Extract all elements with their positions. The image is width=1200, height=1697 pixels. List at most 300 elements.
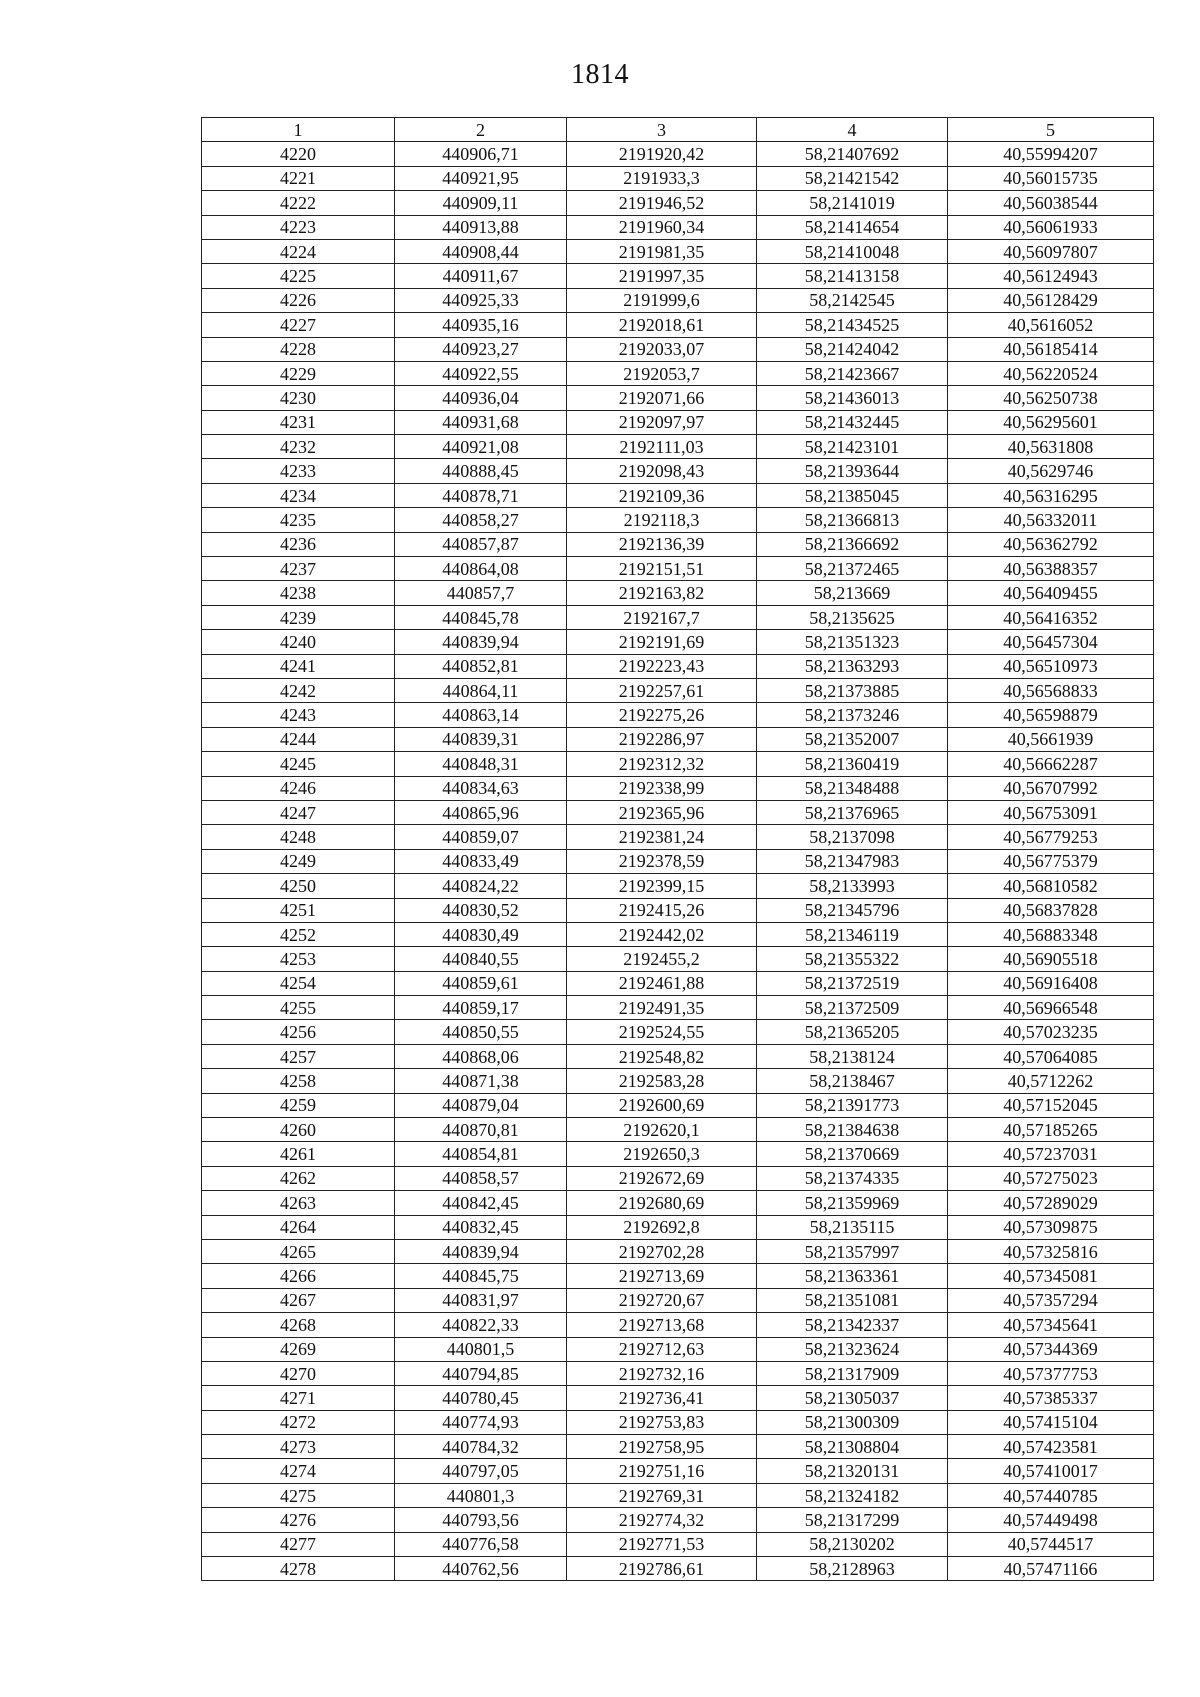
table-cell-col-4: 58,2133993 bbox=[757, 874, 948, 898]
table-cell-col-4: 58,21410048 bbox=[757, 239, 948, 263]
table-cell-col-1: 4228 bbox=[202, 337, 395, 361]
table-cell-col-3: 2192713,69 bbox=[567, 1264, 757, 1288]
table-cell-col-5: 40,57357294 bbox=[948, 1288, 1154, 1312]
table-cell-col-5: 40,56362792 bbox=[948, 532, 1154, 556]
table-cell-col-5: 40,56295601 bbox=[948, 410, 1154, 434]
table-cell-col-5: 40,55994207 bbox=[948, 142, 1154, 166]
table-row bbox=[202, 874, 1154, 898]
table-cell-col-3: 2191933,3 bbox=[567, 166, 757, 190]
table-cell-col-5: 40,57471166 bbox=[948, 1557, 1154, 1581]
table-cell-col-4: 58,21355322 bbox=[757, 947, 948, 971]
table-cell-col-1: 4236 bbox=[202, 532, 395, 556]
table-cell-col-5: 40,56837828 bbox=[948, 898, 1154, 922]
table-cell-col-3: 2192223,43 bbox=[567, 654, 757, 678]
table-cell-col-2: 440865,96 bbox=[395, 800, 567, 824]
table-row bbox=[202, 1288, 1154, 1312]
table-cell-col-5: 40,56810582 bbox=[948, 874, 1154, 898]
table-cell-col-2: 440801,3 bbox=[395, 1483, 567, 1507]
table-cell-col-1: 4265 bbox=[202, 1239, 395, 1263]
table-cell-col-1: 4269 bbox=[202, 1337, 395, 1361]
table-cell-col-4: 58,21317299 bbox=[757, 1508, 948, 1532]
table-cell-col-4: 58,21414654 bbox=[757, 215, 948, 239]
table-cell-col-3: 2192769,31 bbox=[567, 1483, 757, 1507]
table-cell-col-2: 440858,57 bbox=[395, 1166, 567, 1190]
table-cell-col-3: 2192191,69 bbox=[567, 630, 757, 654]
table-cell-col-3: 2191997,35 bbox=[567, 264, 757, 288]
table-cell-col-2: 440921,95 bbox=[395, 166, 567, 190]
table-cell-col-5: 40,56779253 bbox=[948, 825, 1154, 849]
table-cell-col-1: 4235 bbox=[202, 508, 395, 532]
table-cell-col-1: 4238 bbox=[202, 581, 395, 605]
table-cell-col-3: 2192442,02 bbox=[567, 922, 757, 946]
table-cell-col-5: 40,57345641 bbox=[948, 1313, 1154, 1337]
table-cell-col-5: 40,56124943 bbox=[948, 264, 1154, 288]
table-cell-col-2: 440822,33 bbox=[395, 1313, 567, 1337]
table-cell-col-4: 58,21373246 bbox=[757, 703, 948, 727]
table-cell-col-1: 4251 bbox=[202, 898, 395, 922]
table-cell-col-1: 4257 bbox=[202, 1044, 395, 1068]
table-cell-col-4: 58,21373885 bbox=[757, 678, 948, 702]
table-row bbox=[202, 1069, 1154, 1093]
table-cell-col-2: 440830,52 bbox=[395, 898, 567, 922]
table-row bbox=[202, 215, 1154, 239]
table-row bbox=[202, 825, 1154, 849]
table-cell-col-5: 40,56015735 bbox=[948, 166, 1154, 190]
table-cell-col-2: 440888,45 bbox=[395, 459, 567, 483]
table-cell-col-2: 440925,33 bbox=[395, 288, 567, 312]
table-cell-col-5: 40,57289029 bbox=[948, 1191, 1154, 1215]
table-cell-col-4: 58,2138467 bbox=[757, 1069, 948, 1093]
table-cell-col-2: 440797,05 bbox=[395, 1459, 567, 1483]
table-cell-col-4: 58,21308804 bbox=[757, 1435, 948, 1459]
table-row bbox=[202, 1483, 1154, 1507]
table-cell-col-2: 440850,55 bbox=[395, 1020, 567, 1044]
table-cell-col-4: 58,21363293 bbox=[757, 654, 948, 678]
table-cell-col-5: 40,56916408 bbox=[948, 971, 1154, 995]
column-header-3: 3 bbox=[567, 118, 757, 142]
table-cell-col-5: 40,56753091 bbox=[948, 800, 1154, 824]
table-cell-col-4: 58,21348488 bbox=[757, 776, 948, 800]
table-row bbox=[202, 1386, 1154, 1410]
table-row bbox=[202, 727, 1154, 751]
table-row bbox=[202, 1118, 1154, 1142]
table-cell-col-1: 4224 bbox=[202, 239, 395, 263]
table-row bbox=[202, 800, 1154, 824]
table-cell-col-5: 40,57064085 bbox=[948, 1044, 1154, 1068]
table-cell-col-2: 440921,08 bbox=[395, 435, 567, 459]
table-row bbox=[202, 410, 1154, 434]
table-cell-col-1: 4240 bbox=[202, 630, 395, 654]
table-cell-col-3: 2192702,28 bbox=[567, 1239, 757, 1263]
table-cell-col-3: 2192118,3 bbox=[567, 508, 757, 532]
table-row bbox=[202, 459, 1154, 483]
table-header bbox=[202, 118, 1154, 142]
table-cell-col-5: 40,56457304 bbox=[948, 630, 1154, 654]
table-cell-col-5: 40,56388357 bbox=[948, 557, 1154, 581]
table-cell-col-2: 440784,32 bbox=[395, 1435, 567, 1459]
table-cell-col-4: 58,21366813 bbox=[757, 508, 948, 532]
table-cell-col-2: 440832,45 bbox=[395, 1215, 567, 1239]
table-cell-col-4: 58,21421542 bbox=[757, 166, 948, 190]
table-row bbox=[202, 1313, 1154, 1337]
table-cell-col-5: 40,56185414 bbox=[948, 337, 1154, 361]
table-cell-col-4: 58,21374335 bbox=[757, 1166, 948, 1190]
table-cell-col-1: 4262 bbox=[202, 1166, 395, 1190]
table-cell-col-4: 58,21351081 bbox=[757, 1288, 948, 1312]
table-cell-col-4: 58,2138124 bbox=[757, 1044, 948, 1068]
table-cell-col-3: 2191999,6 bbox=[567, 288, 757, 312]
table-cell-col-2: 440801,5 bbox=[395, 1337, 567, 1361]
table-row bbox=[202, 1093, 1154, 1117]
table-cell-col-4: 58,213669 bbox=[757, 581, 948, 605]
table-cell-col-5: 40,56775379 bbox=[948, 849, 1154, 873]
table-row bbox=[202, 922, 1154, 946]
table-cell-col-4: 58,2135625 bbox=[757, 605, 948, 629]
table-cell-col-3: 2192053,7 bbox=[567, 361, 757, 385]
table-cell-col-2: 440839,94 bbox=[395, 1239, 567, 1263]
table-cell-col-5: 40,57237031 bbox=[948, 1142, 1154, 1166]
table-cell-col-1: 4261 bbox=[202, 1142, 395, 1166]
table-cell-col-3: 2192786,61 bbox=[567, 1557, 757, 1581]
table-cell-col-5: 40,5712262 bbox=[948, 1069, 1154, 1093]
table-cell-col-5: 40,5744517 bbox=[948, 1532, 1154, 1556]
table-cell-col-1: 4231 bbox=[202, 410, 395, 434]
table-cell-col-5: 40,56598879 bbox=[948, 703, 1154, 727]
column-header-5: 5 bbox=[948, 118, 1154, 142]
table-row bbox=[202, 776, 1154, 800]
table-cell-col-1: 4263 bbox=[202, 1191, 395, 1215]
table-cell-col-2: 440834,63 bbox=[395, 776, 567, 800]
table-cell-col-2: 440776,58 bbox=[395, 1532, 567, 1556]
table-cell-col-1: 4255 bbox=[202, 996, 395, 1020]
table-cell-col-4: 58,21352007 bbox=[757, 727, 948, 751]
table-cell-col-5: 40,57152045 bbox=[948, 1093, 1154, 1117]
table-cell-col-3: 2192286,97 bbox=[567, 727, 757, 751]
table-cell-col-1: 4221 bbox=[202, 166, 395, 190]
table-cell-col-3: 2192771,53 bbox=[567, 1532, 757, 1556]
table-cell-col-2: 440878,71 bbox=[395, 483, 567, 507]
table-cell-col-3: 2192151,51 bbox=[567, 557, 757, 581]
table-cell-col-2: 440935,16 bbox=[395, 313, 567, 337]
table-cell-col-4: 58,21366692 bbox=[757, 532, 948, 556]
table-cell-col-5: 40,57185265 bbox=[948, 1118, 1154, 1142]
table-cell-col-1: 4242 bbox=[202, 678, 395, 702]
table-cell-col-2: 440909,11 bbox=[395, 191, 567, 215]
table-cell-col-2: 440794,85 bbox=[395, 1361, 567, 1385]
table-row bbox=[202, 1557, 1154, 1581]
table-cell-col-4: 58,21376965 bbox=[757, 800, 948, 824]
table-cell-col-2: 440857,87 bbox=[395, 532, 567, 556]
table-cell-col-3: 2192033,07 bbox=[567, 337, 757, 361]
table-cell-col-5: 40,56905518 bbox=[948, 947, 1154, 971]
table-cell-col-5: 40,57410017 bbox=[948, 1459, 1154, 1483]
column-header-2: 2 bbox=[395, 118, 567, 142]
table-cell-col-1: 4229 bbox=[202, 361, 395, 385]
table-cell-col-1: 4243 bbox=[202, 703, 395, 727]
table-cell-col-2: 440859,61 bbox=[395, 971, 567, 995]
table-row bbox=[202, 361, 1154, 385]
table-cell-col-5: 40,56316295 bbox=[948, 483, 1154, 507]
table-cell-col-3: 2192071,66 bbox=[567, 386, 757, 410]
table-cell-col-3: 2192524,55 bbox=[567, 1020, 757, 1044]
table-cell-col-4: 58,21372509 bbox=[757, 996, 948, 1020]
table-cell-col-1: 4270 bbox=[202, 1361, 395, 1385]
table-cell-col-5: 40,5629746 bbox=[948, 459, 1154, 483]
table-cell-col-4: 58,21384638 bbox=[757, 1118, 948, 1142]
table-cell-col-5: 40,5631808 bbox=[948, 435, 1154, 459]
table-cell-col-4: 58,21436013 bbox=[757, 386, 948, 410]
table-cell-col-2: 440854,81 bbox=[395, 1142, 567, 1166]
table-cell-col-4: 58,2135115 bbox=[757, 1215, 948, 1239]
table-cell-col-4: 58,2137098 bbox=[757, 825, 948, 849]
table-cell-col-2: 440870,81 bbox=[395, 1118, 567, 1142]
table-row bbox=[202, 1337, 1154, 1361]
table-cell-col-3: 2192018,61 bbox=[567, 313, 757, 337]
table-row bbox=[202, 1020, 1154, 1044]
table-cell-col-5: 40,56409455 bbox=[948, 581, 1154, 605]
table-cell-col-5: 40,57423581 bbox=[948, 1435, 1154, 1459]
table-cell-col-4: 58,21372465 bbox=[757, 557, 948, 581]
table-row bbox=[202, 581, 1154, 605]
table-cell-col-3: 2192109,36 bbox=[567, 483, 757, 507]
table-cell-col-1: 4239 bbox=[202, 605, 395, 629]
table-cell-col-5: 40,56568833 bbox=[948, 678, 1154, 702]
table-cell-col-3: 2192736,41 bbox=[567, 1386, 757, 1410]
table-cell-col-3: 2192338,99 bbox=[567, 776, 757, 800]
table-row bbox=[202, 996, 1154, 1020]
table-cell-col-2: 440793,56 bbox=[395, 1508, 567, 1532]
table-cell-col-3: 2192720,67 bbox=[567, 1288, 757, 1312]
table-cell-col-1: 4271 bbox=[202, 1386, 395, 1410]
table-cell-col-1: 4256 bbox=[202, 1020, 395, 1044]
table-row bbox=[202, 703, 1154, 727]
table-cell-col-3: 2192753,83 bbox=[567, 1410, 757, 1434]
table-cell-col-3: 2192257,61 bbox=[567, 678, 757, 702]
table-row bbox=[202, 264, 1154, 288]
table-cell-col-4: 58,21432445 bbox=[757, 410, 948, 434]
table-cell-col-3: 2192712,63 bbox=[567, 1337, 757, 1361]
table-cell-col-2: 440859,07 bbox=[395, 825, 567, 849]
table-row bbox=[202, 532, 1154, 556]
table-cell-col-4: 58,21423667 bbox=[757, 361, 948, 385]
table-cell-col-1: 4232 bbox=[202, 435, 395, 459]
table-cell-col-5: 40,57275023 bbox=[948, 1166, 1154, 1190]
table-cell-col-1: 4267 bbox=[202, 1288, 395, 1312]
table-cell-col-4: 58,21393644 bbox=[757, 459, 948, 483]
table-cell-col-4: 58,21357997 bbox=[757, 1239, 948, 1263]
table-cell-col-2: 440908,44 bbox=[395, 239, 567, 263]
table-cell-col-4: 58,21351323 bbox=[757, 630, 948, 654]
table-cell-col-3: 2192491,35 bbox=[567, 996, 757, 1020]
table-cell-col-5: 40,56061933 bbox=[948, 215, 1154, 239]
table-cell-col-1: 4253 bbox=[202, 947, 395, 971]
table-cell-col-2: 440839,31 bbox=[395, 727, 567, 751]
table-cell-col-3: 2192111,03 bbox=[567, 435, 757, 459]
table-row bbox=[202, 288, 1154, 312]
table-cell-col-3: 2192365,96 bbox=[567, 800, 757, 824]
table-cell-col-3: 2192600,69 bbox=[567, 1093, 757, 1117]
table-cell-col-4: 58,21317909 bbox=[757, 1361, 948, 1385]
table-cell-col-1: 4254 bbox=[202, 971, 395, 995]
table-cell-col-5: 40,5616052 bbox=[948, 313, 1154, 337]
table-cell-col-1: 4266 bbox=[202, 1264, 395, 1288]
table-cell-col-4: 58,21385045 bbox=[757, 483, 948, 507]
table-cell-col-3: 2192275,26 bbox=[567, 703, 757, 727]
table-cell-col-4: 58,21365205 bbox=[757, 1020, 948, 1044]
table-cell-col-2: 440852,81 bbox=[395, 654, 567, 678]
table-cell-col-4: 58,21391773 bbox=[757, 1093, 948, 1117]
table-cell-col-3: 2191960,34 bbox=[567, 215, 757, 239]
table-cell-col-5: 40,57377753 bbox=[948, 1361, 1154, 1385]
table-cell-col-1: 4258 bbox=[202, 1069, 395, 1093]
table-cell-col-4: 58,21434525 bbox=[757, 313, 948, 337]
page-number: 1814 bbox=[571, 59, 629, 90]
table-cell-col-5: 40,5661939 bbox=[948, 727, 1154, 751]
table-cell-col-3: 2192548,82 bbox=[567, 1044, 757, 1068]
table-cell-col-4: 58,21372519 bbox=[757, 971, 948, 995]
table-cell-col-5: 40,57023235 bbox=[948, 1020, 1154, 1044]
table-cell-col-5: 40,56707992 bbox=[948, 776, 1154, 800]
table-row bbox=[202, 1410, 1154, 1434]
table-cell-col-1: 4230 bbox=[202, 386, 395, 410]
coordinates-table bbox=[201, 117, 1154, 1581]
table-cell-col-5: 40,56097807 bbox=[948, 239, 1154, 263]
table-row bbox=[202, 1459, 1154, 1483]
table-cell-col-2: 440845,75 bbox=[395, 1264, 567, 1288]
table-cell-col-1: 4222 bbox=[202, 191, 395, 215]
table-cell-col-3: 2192672,69 bbox=[567, 1166, 757, 1190]
table-cell-col-1: 4272 bbox=[202, 1410, 395, 1434]
table-cell-col-2: 440911,67 bbox=[395, 264, 567, 288]
table-cell-col-5: 40,57385337 bbox=[948, 1386, 1154, 1410]
table-cell-col-1: 4246 bbox=[202, 776, 395, 800]
table-cell-col-2: 440864,08 bbox=[395, 557, 567, 581]
table-cell-col-5: 40,57344369 bbox=[948, 1337, 1154, 1361]
table-cell-col-5: 40,57449498 bbox=[948, 1508, 1154, 1532]
table-cell-col-2: 440868,06 bbox=[395, 1044, 567, 1068]
table-cell-col-1: 4273 bbox=[202, 1435, 395, 1459]
table-cell-col-1: 4226 bbox=[202, 288, 395, 312]
table-row bbox=[202, 557, 1154, 581]
table-row bbox=[202, 508, 1154, 532]
table-cell-col-2: 440857,7 bbox=[395, 581, 567, 605]
table-cell-col-2: 440931,68 bbox=[395, 410, 567, 434]
table-cell-col-2: 440848,31 bbox=[395, 752, 567, 776]
table-row bbox=[202, 1166, 1154, 1190]
table-row bbox=[202, 947, 1154, 971]
column-header-1: 1 bbox=[202, 118, 395, 142]
table-row bbox=[202, 1044, 1154, 1068]
table-cell-col-1: 4277 bbox=[202, 1532, 395, 1556]
table-cell-col-3: 2192583,28 bbox=[567, 1069, 757, 1093]
table-cell-col-5: 40,57325816 bbox=[948, 1239, 1154, 1263]
table-cell-col-2: 440906,71 bbox=[395, 142, 567, 166]
table-row bbox=[202, 1142, 1154, 1166]
table-cell-col-5: 40,56038544 bbox=[948, 191, 1154, 215]
table-cell-col-3: 2192163,82 bbox=[567, 581, 757, 605]
table-row bbox=[202, 483, 1154, 507]
table-cell-col-2: 440864,11 bbox=[395, 678, 567, 702]
table-row bbox=[202, 678, 1154, 702]
table-cell-col-1: 4268 bbox=[202, 1313, 395, 1337]
table-cell-col-4: 58,21363361 bbox=[757, 1264, 948, 1288]
table-cell-col-1: 4275 bbox=[202, 1483, 395, 1507]
table-row bbox=[202, 1361, 1154, 1385]
table-cell-col-4: 58,2128963 bbox=[757, 1557, 948, 1581]
table-cell-col-2: 440859,17 bbox=[395, 996, 567, 1020]
table-cell-col-5: 40,56510973 bbox=[948, 654, 1154, 678]
table-cell-col-5: 40,56966548 bbox=[948, 996, 1154, 1020]
table-cell-col-3: 2192415,26 bbox=[567, 898, 757, 922]
table-cell-col-3: 2192167,7 bbox=[567, 605, 757, 629]
table-cell-col-1: 4220 bbox=[202, 142, 395, 166]
table-row bbox=[202, 386, 1154, 410]
table-cell-col-2: 440774,93 bbox=[395, 1410, 567, 1434]
table-cell-col-4: 58,21423101 bbox=[757, 435, 948, 459]
table-cell-col-2: 440762,56 bbox=[395, 1557, 567, 1581]
table-cell-col-1: 4274 bbox=[202, 1459, 395, 1483]
table-cell-col-4: 58,2142545 bbox=[757, 288, 948, 312]
table-row bbox=[202, 849, 1154, 873]
table-row bbox=[202, 1191, 1154, 1215]
table-row bbox=[202, 191, 1154, 215]
table-cell-col-1: 4237 bbox=[202, 557, 395, 581]
table-row bbox=[202, 1239, 1154, 1263]
table-cell-col-3: 2192732,16 bbox=[567, 1361, 757, 1385]
table-cell-col-4: 58,21305037 bbox=[757, 1386, 948, 1410]
table-cell-col-4: 58,21347983 bbox=[757, 849, 948, 873]
table-cell-col-1: 4247 bbox=[202, 800, 395, 824]
table-cell-col-3: 2192312,32 bbox=[567, 752, 757, 776]
table-row bbox=[202, 1532, 1154, 1556]
table-cell-col-2: 440871,38 bbox=[395, 1069, 567, 1093]
table-row bbox=[202, 142, 1154, 166]
table-cell-col-2: 440833,49 bbox=[395, 849, 567, 873]
table-cell-col-4: 58,21413158 bbox=[757, 264, 948, 288]
table-row bbox=[202, 630, 1154, 654]
table-cell-col-3: 2192713,68 bbox=[567, 1313, 757, 1337]
table-cell-col-2: 440923,27 bbox=[395, 337, 567, 361]
table-cell-col-1: 4259 bbox=[202, 1093, 395, 1117]
table-cell-col-5: 40,57415104 bbox=[948, 1410, 1154, 1434]
table-cell-col-4: 58,21359969 bbox=[757, 1191, 948, 1215]
table-cell-col-3: 2192692,8 bbox=[567, 1215, 757, 1239]
table-row bbox=[202, 1215, 1154, 1239]
table-cell-col-3: 2191981,35 bbox=[567, 239, 757, 263]
table-cell-col-4: 58,21324182 bbox=[757, 1483, 948, 1507]
table-cell-col-1: 4225 bbox=[202, 264, 395, 288]
table-cell-col-3: 2192774,32 bbox=[567, 1508, 757, 1532]
table-cell-col-1: 4234 bbox=[202, 483, 395, 507]
table-cell-col-1: 4227 bbox=[202, 313, 395, 337]
table-cell-col-2: 440879,04 bbox=[395, 1093, 567, 1117]
table-cell-col-4: 58,21360419 bbox=[757, 752, 948, 776]
table-cell-col-5: 40,56883348 bbox=[948, 922, 1154, 946]
table-cell-col-1: 4278 bbox=[202, 1557, 395, 1581]
table-cell-col-1: 4241 bbox=[202, 654, 395, 678]
table-row bbox=[202, 898, 1154, 922]
table-cell-col-4: 58,21407692 bbox=[757, 142, 948, 166]
table-cell-col-2: 440922,55 bbox=[395, 361, 567, 385]
table-cell-col-5: 40,57345081 bbox=[948, 1264, 1154, 1288]
table-row bbox=[202, 1435, 1154, 1459]
table-cell-col-2: 440842,45 bbox=[395, 1191, 567, 1215]
table-cell-col-1: 4233 bbox=[202, 459, 395, 483]
table-cell-col-1: 4252 bbox=[202, 922, 395, 946]
table-cell-col-2: 440839,94 bbox=[395, 630, 567, 654]
table-cell-col-5: 40,57309875 bbox=[948, 1215, 1154, 1239]
table-cell-col-2: 440840,55 bbox=[395, 947, 567, 971]
